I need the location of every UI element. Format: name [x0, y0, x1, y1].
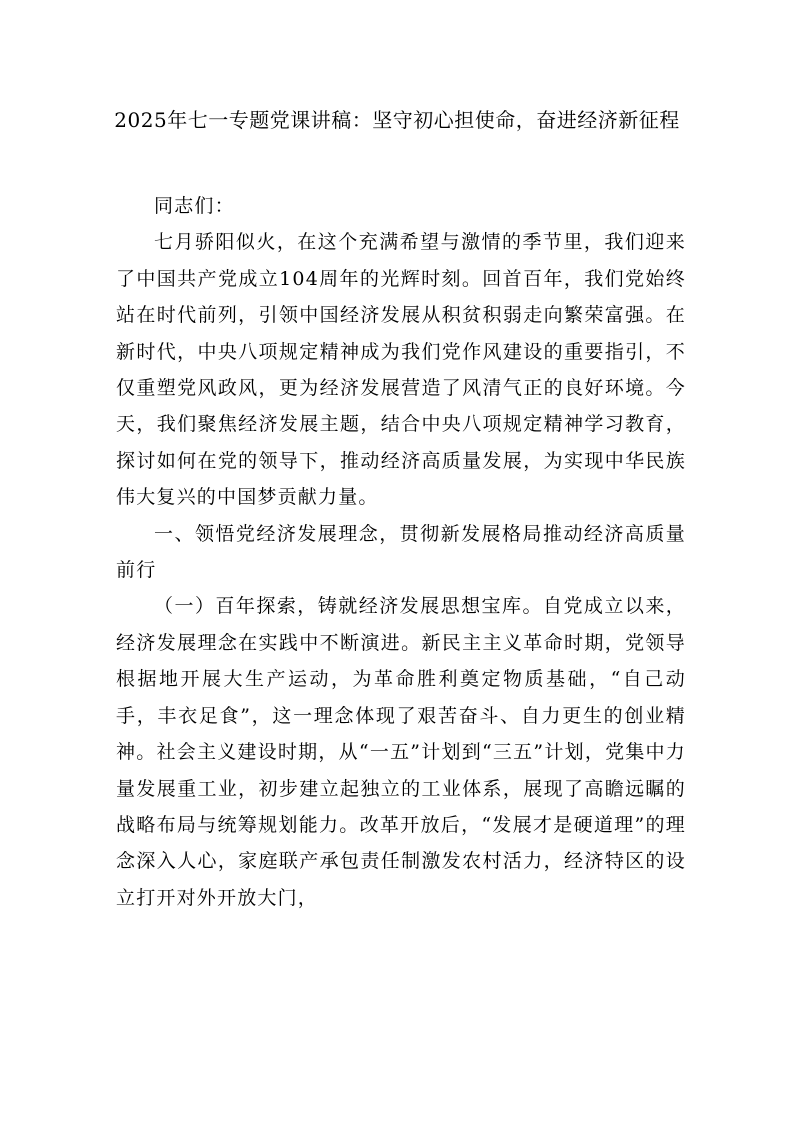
intro-paragraph: 七月骄阳似火，在这个充满希望与激情的季节里，我们迎来了中国共产党成立104周年的光辉时刻。回首百年，我们党始终站在时代前列，引领中国经济发展从积贫积弱走向繁荣富强。在新时代，中央八项规定精神成为我们党作风建设的重要指引，不仅重塑党风政风，更为经济发展营造了风清气正的良好环境。今天，我们聚焦经济发展主题，结合中央八项规定精神学习教育，探讨如何在党的领导下，推动经济高质量发展，为实现中华民族伟大复兴的中国梦贡献力量。 — [116, 231, 686, 509]
document-title: 2025年七一专题党课讲稿：坚守初心担使命，奋进经济新征程 — [114, 108, 680, 132]
salutation: 同志们： — [154, 195, 235, 217]
section-heading: 一、领悟党经济发展理念，贯彻新发展格局推动经济高质量前行 — [116, 522, 686, 582]
subsection-paragraph: （一）百年探索，铸就经济发展思想宝库。自党成立以来，经济发展理念在实践中不断演进。新民主主义革命时期，党领导根据地开展大生产运动，为革命胜利奠定物质基础，“自己动手，丰衣足食”，这一理念体现了艰苦奋斗、自力更生的创业精神。社会主义建设时期，从“一五”计划到“三五”计划，党集中力量发展重工业，初步建立起独立的工业体系，展现了高瞻远瞩的战略布局与统筹规划能力。改革开放后，“发展才是硬道理”的理念深入人心，家庭联产承包责任制激发农村活力，经济特区的设立打开对外开放大门， — [116, 595, 686, 909]
document-body — [116, 188, 686, 916]
